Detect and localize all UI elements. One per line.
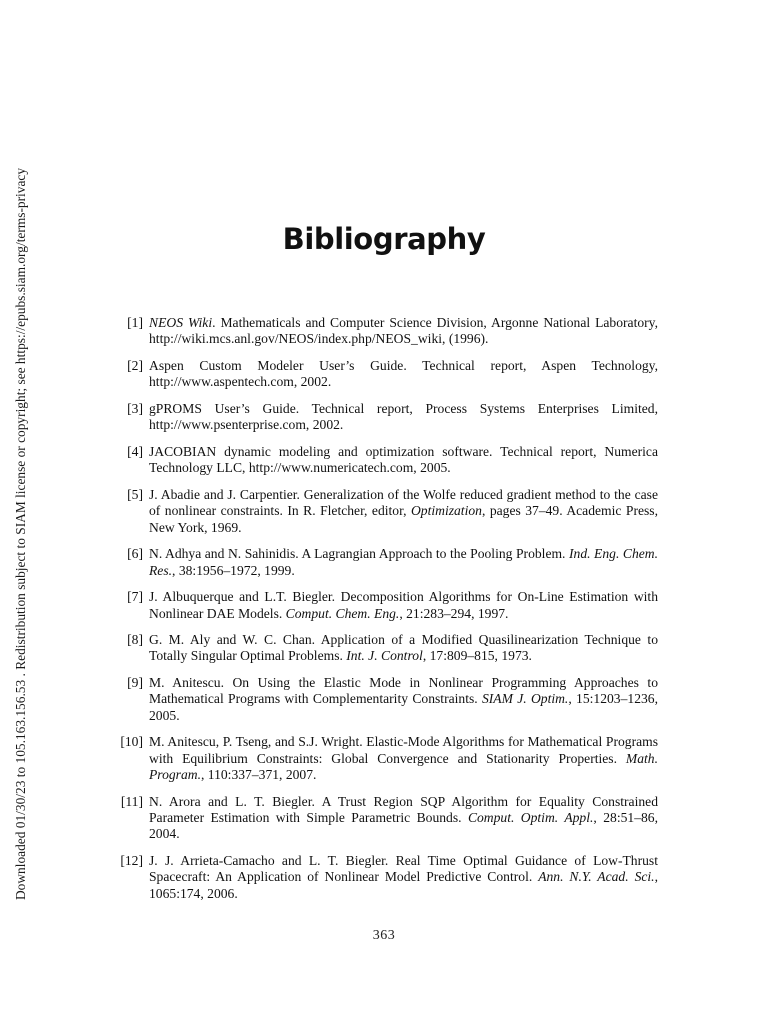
reference-number: [1] bbox=[127, 315, 143, 330]
reference-segment: M. Anitescu. On Using the Elastic Mode in Nonlinear Programming Approaches to Mathematical Programs with Complementarity Constraints. bbox=[149, 675, 658, 707]
reference-text bbox=[149, 632, 658, 663]
reference-segment: , 110:337–371, 2007. bbox=[201, 767, 317, 783]
reference-italic-segment: Comput. Chem. Eng. bbox=[285, 605, 400, 621]
reference-item bbox=[112, 487, 658, 536]
reference-italic-segment: Ann. N.Y. Acad. Sci. bbox=[538, 869, 655, 885]
reference-segment: JACOBIAN dynamic modeling and optimization software. Technical report, Numerica Technology LLC, http://www.numericatech.com, 2005. bbox=[149, 443, 658, 476]
reference-segment: , 38:1956–1972, 1999. bbox=[172, 562, 295, 578]
reference-number: [11] bbox=[120, 793, 143, 809]
reference-italic-segment: NEOS Wiki bbox=[149, 315, 213, 330]
reference-italic-segment: Optimization bbox=[410, 503, 482, 519]
reference-segment: J. J. Arrieta-Camacho and L. T. Biegler. Real Time Optimal Guidance of Low-Thrust Spacecraft: An Application of Nonlinear Model Predictive Control. bbox=[149, 853, 658, 885]
reference-segment: , 15:1203–1236, 2005. bbox=[149, 691, 658, 723]
reference-segment: J. Abadie and J. Carpentier. Generalization of the Wolfe reduced gradient method to the case of nonlinear constraints. In R. Fletcher, editor, bbox=[149, 486, 658, 519]
reference-segment: G. M. Aly and W. C. Chan. Application of a Modified Quasilinearization Technique to Totally Singular Optimal Problems. bbox=[149, 632, 658, 664]
reference-text bbox=[149, 444, 658, 475]
reference-item bbox=[112, 358, 658, 391]
download-notice: Downloaded 01/30/23 to 105.163.156.53 . Redistribution subject to SIAM license or copyright; see https://epubs.siam.org/terms-privacy bbox=[13, 167, 28, 900]
page-title: Bibliography bbox=[282, 222, 486, 256]
reference-italic-segment: Math. Program. bbox=[149, 750, 658, 783]
reference-list bbox=[112, 315, 658, 912]
reference-text bbox=[149, 358, 658, 389]
reference-number: [3] bbox=[127, 400, 143, 416]
reference-number: [8] bbox=[127, 632, 143, 648]
reference-segment: , 21:283–294, 1997. bbox=[399, 605, 509, 621]
reference-item bbox=[112, 315, 658, 348]
reference-number: [12] bbox=[120, 853, 143, 869]
reference-text bbox=[149, 315, 658, 346]
reference-text bbox=[149, 589, 658, 620]
reference-segment: , pages 37–49. Academic Press, New York, 1969. bbox=[149, 503, 658, 535]
reference-number: [10] bbox=[120, 734, 143, 750]
reference-segment: N. Adhya and N. Sahinidis. A Lagrangian Approach to the Pooling Problem. bbox=[149, 546, 569, 562]
reference-item bbox=[112, 401, 658, 434]
reference-segment: , 17:809–815, 1973. bbox=[422, 648, 532, 664]
reference-italic-segment: Int. J. Control bbox=[346, 648, 423, 664]
reference-number: [6] bbox=[127, 546, 143, 562]
reference-italic-segment: SIAM J. Optim. bbox=[481, 691, 569, 707]
reference-text bbox=[149, 853, 658, 901]
reference-item bbox=[112, 734, 658, 783]
reference-segment: J. Albuquerque and L.T. Biegler. Decomposition Algorithms for On-Line Estimation with Nonlinear DAE Models. bbox=[149, 589, 658, 621]
reference-segment: , 1065:174, 2006. bbox=[149, 869, 658, 901]
reference-segment: . Mathematicals and Computer Science Division, Argonne National Laboratory, http://wiki.mcs.anl.gov/NEOS/index.php/NEOS_wiki, (1996). bbox=[149, 315, 658, 347]
reference-text bbox=[149, 487, 658, 535]
reference-italic-segment: Ind. Eng. Chem. Res. bbox=[149, 546, 658, 578]
reference-number: [4] bbox=[127, 443, 143, 459]
reference-number: [2] bbox=[127, 357, 143, 373]
reference-segment: , 28:51–86, 2004. bbox=[149, 810, 658, 842]
reference-segment: gPROMS User’s Guide. Technical report, Process Systems Enterprises Limited, http://www.psenterprise.com, 2002. bbox=[149, 400, 658, 433]
reference-item bbox=[112, 632, 658, 665]
page-number: 363 bbox=[372, 928, 396, 943]
reference-text bbox=[149, 794, 658, 842]
reference-text bbox=[149, 675, 658, 723]
reference-segment: N. Arora and L. T. Biegler. A Trust Region SQP Algorithm for Equality Constrained Parameter Estimation with Simple Parametric Bounds. bbox=[149, 793, 658, 826]
reference-item bbox=[112, 794, 658, 843]
reference-segment: Aspen Custom Modeler User’s Guide. Technical report, Aspen Technology, http://www.aspentech.com, 2002. bbox=[149, 357, 658, 390]
reference-item bbox=[112, 444, 658, 477]
reference-item bbox=[112, 589, 658, 622]
reference-item bbox=[112, 853, 658, 902]
reference-number: [5] bbox=[127, 486, 143, 502]
reference-text bbox=[149, 734, 658, 782]
reference-item bbox=[112, 675, 658, 724]
reference-segment: M. Anitescu, P. Tseng, and S.J. Wright. Elastic-Mode Algorithms for Mathematical Programs with Equilibrium Constraints: Global Convergence and Stationarity Properties. bbox=[149, 734, 658, 766]
reference-text bbox=[149, 401, 658, 432]
reference-number: [7] bbox=[127, 589, 143, 605]
reference-item bbox=[112, 546, 658, 579]
reference-text bbox=[149, 546, 658, 577]
reference-number: [9] bbox=[127, 675, 143, 691]
reference-italic-segment: Comput. Optim. Appl. bbox=[467, 810, 594, 826]
